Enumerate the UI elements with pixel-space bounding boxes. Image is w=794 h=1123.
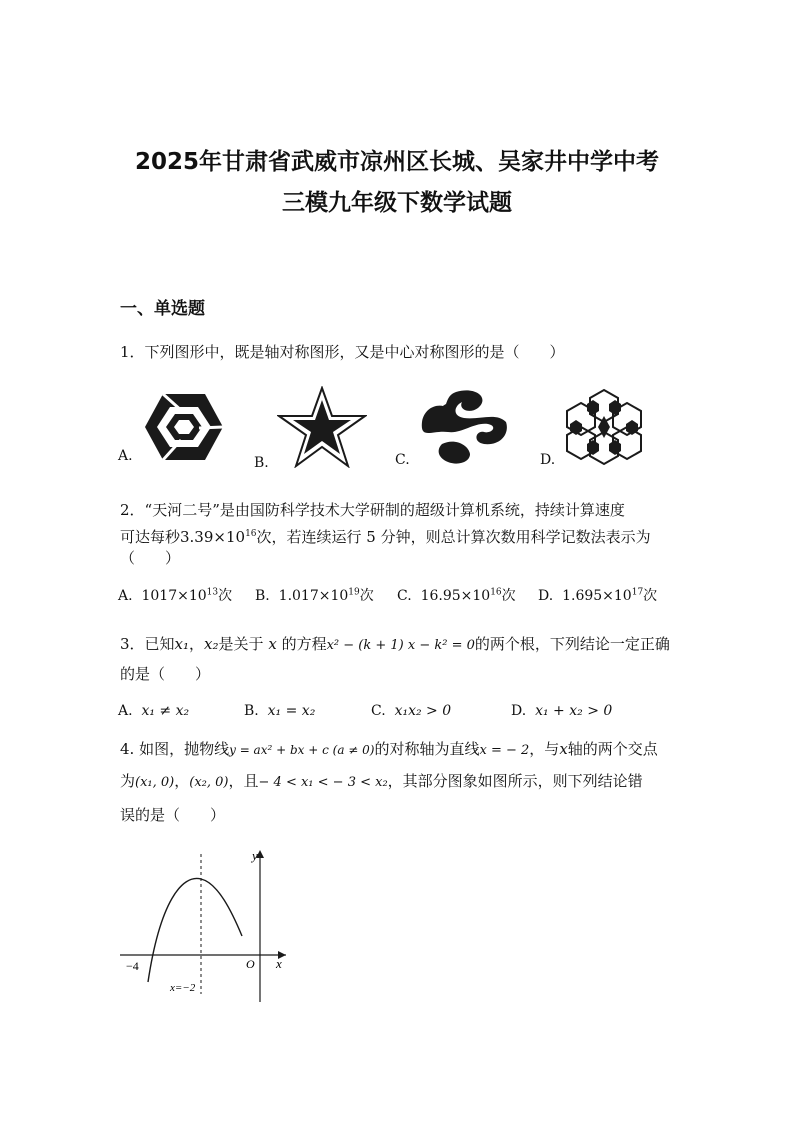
q4-parabola-equation: y = ax² + bx + c (a ≠ 0) (229, 743, 375, 757)
q2-option-b (255, 585, 374, 605)
q3-option-d-label: D. (511, 703, 527, 719)
q3-option-d-expr: x₁ + x₂ > 0 (535, 703, 613, 719)
q2-option-b-unit: 次 (359, 588, 374, 604)
q2-option-a-unit: 次 (218, 588, 233, 604)
q2-option-a-base: 1017×10 (141, 588, 207, 604)
q4-line2-mid: ，且 (228, 772, 259, 790)
q2-option-b-label: B. (255, 588, 270, 604)
question-2-line2 (120, 522, 680, 549)
q3-option-c (371, 703, 451, 719)
q4-mid2: ，与 (529, 740, 560, 758)
q4-line2-suffix: ，其部分图象如图所示，则下列结论错 (387, 772, 643, 790)
question-4-line1 (120, 737, 700, 763)
q2-option-c-label: C. (397, 588, 412, 604)
q3-prefix: 3．已知 (120, 635, 175, 653)
y-axis-label: y (252, 848, 258, 863)
question-4-line3: 误的是（ ） (120, 806, 226, 824)
q4-point-1: (x₁, 0) (135, 775, 175, 790)
q3-option-a (118, 703, 189, 719)
q1-option-d-label: D. (540, 452, 556, 468)
q4-suffix: 轴的两个交点 (567, 740, 658, 758)
question-2-line3: （ ） (120, 549, 181, 567)
q2-option-c-exp: 16 (490, 587, 502, 598)
q3-variable-x: x (268, 635, 277, 653)
q3-separator: ， (189, 635, 205, 653)
q2-option-c-base: 16.95×10 (420, 588, 491, 604)
question-3-line1 (120, 632, 680, 658)
exam-title-line1: 2025年甘肃省武威市凉州区长城、吴家井中学中考 (134, 149, 659, 175)
q4-line2-prefix: 为 (120, 772, 136, 790)
cloud-swirl-icon (418, 388, 510, 466)
q3-option-b (244, 703, 315, 719)
q2-option-d-unit: 次 (643, 588, 658, 604)
question-2-line1: 2．“天河二号”是由国防科学技术大学研制的超级计算机系统，持续计算速度 (120, 501, 625, 519)
q3-x2: x₂ (204, 635, 219, 653)
q4-inequality: − 4 < x₁ < − 3 < x₂ (258, 775, 388, 790)
q4-axis-equation: x = − 2 (479, 743, 530, 758)
q3-option-a-label: A. (118, 703, 133, 719)
tick-label-neg4: −4 (126, 959, 139, 973)
origin-label: O (246, 957, 255, 971)
q1-option-b-label: B. (254, 455, 269, 471)
q3-mid2: 的方程 (281, 635, 327, 653)
q2-option-d (538, 585, 657, 605)
q3-option-b-label: B. (244, 703, 259, 719)
hexagon-ring-icon (143, 390, 225, 464)
q4-mid: 的对称轴为直线 (374, 740, 480, 758)
q3-x1: x₁ (174, 635, 190, 653)
q2-line2-rest: 次，若连续运行 5 分钟，则总计算次数用科学记数法表示为 (256, 528, 651, 546)
q3-equation: x² − (k + 1) x − k² = 0 (326, 638, 475, 653)
q3-option-c-label: C. (371, 703, 386, 719)
q2-option-a-exp: 13 (206, 587, 219, 598)
q4-comma: ， (174, 772, 190, 790)
hexagon-cluster-icon (563, 388, 645, 466)
q2-option-d-exp: 17 (631, 587, 644, 598)
q4-point-2: (x₂, 0) (189, 775, 229, 790)
q2-speed-exponent: 16 (245, 529, 257, 539)
parabola-curve (148, 878, 242, 982)
q3-option-c-expr: x₁x₂ > 0 (394, 703, 452, 719)
x-axis-label: x (276, 956, 282, 971)
q2-option-d-label: D. (538, 588, 554, 604)
q2-option-b-base: 1.017×10 (278, 588, 349, 604)
question-4-line2 (120, 769, 700, 795)
exam-title-line2: 三模九年级下数学试题 (282, 190, 512, 216)
q2-option-c-unit: 次 (501, 588, 516, 604)
parabola-graph (112, 842, 302, 1007)
q2-option-d-base: 1.695×10 (562, 588, 632, 604)
q3-suffix: 的两个根，下列结论一定正确 (474, 635, 670, 653)
star-icon (277, 386, 367, 468)
q2-option-c (397, 585, 516, 605)
q4-variable-x: x (559, 740, 568, 758)
q2-speed-base: 可达每秒3.39×10 (120, 528, 246, 546)
q3-option-d (511, 703, 612, 719)
q1-option-a-label: A. (118, 448, 133, 464)
section-heading-single-choice: 一、单选题 (120, 299, 205, 319)
symmetry-axis-label: x=−2 (170, 982, 196, 994)
question-1-stem: 1．下列图形中，既是轴对称图形，又是中心对称图形的是（ ） (120, 343, 565, 361)
q4-prefix: 4. 如图，抛物线 (120, 740, 230, 758)
q2-option-a-label: A. (118, 588, 133, 604)
q2-option-a (118, 585, 232, 605)
question-3-line2: 的是（ ） (120, 665, 211, 683)
q2-option-b-exp: 19 (348, 587, 360, 598)
q1-option-c-label: C. (395, 452, 410, 468)
q3-mid: 是关于 (218, 635, 264, 653)
q3-option-a-expr: x₁ ≠ x₂ (141, 703, 190, 719)
q3-option-b-expr: x₁ = x₂ (267, 703, 316, 719)
